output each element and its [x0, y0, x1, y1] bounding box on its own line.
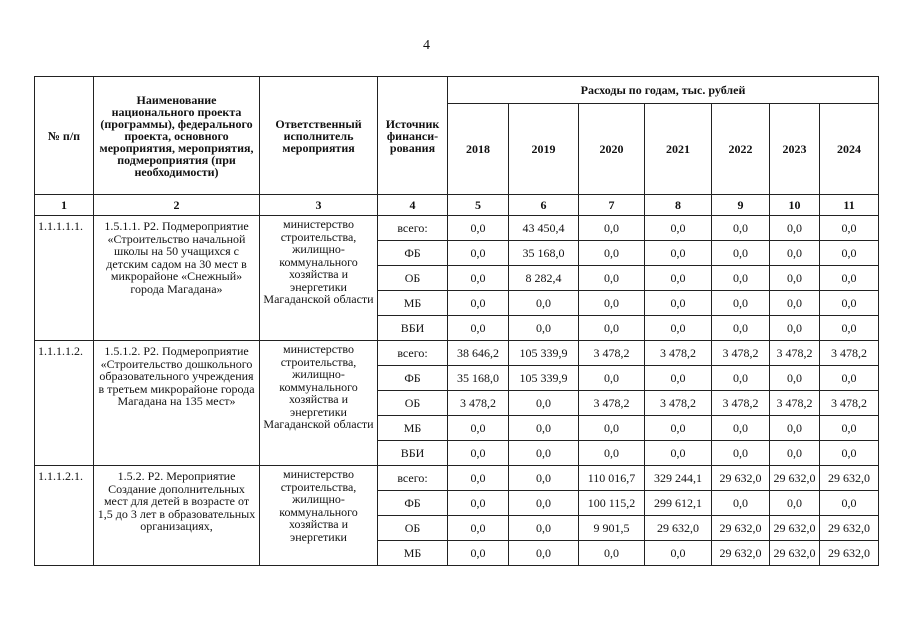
funding-source: всего:: [378, 216, 448, 241]
expense-value: 0,0: [448, 216, 509, 241]
expense-value: 0,0: [712, 266, 770, 291]
expense-value: 29 632,0: [770, 466, 820, 491]
expense-value: 9 901,5: [579, 516, 645, 541]
column-number: 2: [94, 195, 260, 216]
expense-value: 0,0: [448, 416, 509, 441]
header-source: Источник финанси-рования: [378, 77, 448, 195]
item-name: 1.5.1.1. Р2. Подмероприятие «Строительство начальной школы на 50 учащихся с детским садом на 30 мест в микрорайоне «Снежный» города Магадана»: [94, 216, 260, 341]
expense-value: 35 168,0: [509, 241, 579, 266]
expense-value: 0,0: [645, 416, 712, 441]
expense-value: 0,0: [820, 266, 879, 291]
expense-value: 0,0: [712, 441, 770, 466]
expense-value: 0,0: [448, 316, 509, 341]
funding-source: всего:: [378, 466, 448, 491]
column-number: 6: [509, 195, 579, 216]
item-executor: министерство строительства, жилищно-коммунального хозяйства и энергетики: [260, 466, 378, 566]
expense-value: 0,0: [579, 291, 645, 316]
expense-value: 0,0: [770, 266, 820, 291]
expense-value: 3 478,2: [645, 341, 712, 366]
column-number: 9: [712, 195, 770, 216]
expense-value: 0,0: [448, 441, 509, 466]
expense-value: 29 632,0: [770, 516, 820, 541]
expense-value: 110 016,7: [579, 466, 645, 491]
expense-value: 0,0: [579, 541, 645, 566]
table-row: [35, 466, 879, 491]
expense-value: 0,0: [645, 266, 712, 291]
funding-source: МБ: [378, 416, 448, 441]
header-year: 2020: [579, 104, 645, 195]
header-year: 2019: [509, 104, 579, 195]
expense-value: 0,0: [579, 441, 645, 466]
expense-value: 0,0: [770, 291, 820, 316]
header-name: Наименование национального проекта (программы), федерального проекта, основного мероприятия, мероприятия, подмероприятия (при необходимости): [94, 77, 260, 195]
expense-value: 0,0: [712, 241, 770, 266]
expense-value: 29 632,0: [770, 541, 820, 566]
funding-source: ОБ: [378, 516, 448, 541]
expense-value: 0,0: [448, 491, 509, 516]
expense-value: 3 478,2: [712, 391, 770, 416]
expense-value: 0,0: [448, 541, 509, 566]
expense-value: 43 450,4: [509, 216, 579, 241]
header-year: 2022: [712, 104, 770, 195]
expense-value: 105 339,9: [509, 341, 579, 366]
header-executor: Ответственный исполнитель мероприятия: [260, 77, 378, 195]
expense-value: 0,0: [579, 366, 645, 391]
item-name: 1.5.2. Р2. Мероприятие Создание дополнительных мест для детей в возрасте от 1,5 до 3 лет в образовательных организациях,: [94, 466, 260, 566]
expense-value: 0,0: [448, 291, 509, 316]
expense-value: 0,0: [645, 366, 712, 391]
expense-value: 0,0: [645, 241, 712, 266]
expense-value: 0,0: [509, 316, 579, 341]
header-year: 2018: [448, 104, 509, 195]
expense-value: 0,0: [820, 316, 879, 341]
expense-value: 0,0: [509, 516, 579, 541]
expense-value: 0,0: [448, 241, 509, 266]
expense-value: 29 632,0: [712, 466, 770, 491]
expense-value: 38 646,2: [448, 341, 509, 366]
column-number: 11: [820, 195, 879, 216]
table-row: [35, 216, 879, 241]
expense-value: 0,0: [770, 366, 820, 391]
funding-source: ВБИ: [378, 316, 448, 341]
expense-value: 0,0: [645, 316, 712, 341]
funding-source: всего:: [378, 341, 448, 366]
expense-value: 3 478,2: [770, 341, 820, 366]
item-executor: министерство строительства, жилищно-коммунального хозяйства и энергетики Магаданской области: [260, 216, 378, 341]
expense-value: 3 478,2: [770, 391, 820, 416]
expense-value: 0,0: [770, 441, 820, 466]
expense-value: 0,0: [820, 416, 879, 441]
expense-value: 0,0: [770, 316, 820, 341]
funding-source: МБ: [378, 541, 448, 566]
expense-value: 0,0: [645, 216, 712, 241]
expense-value: 0,0: [645, 541, 712, 566]
expense-value: 0,0: [820, 241, 879, 266]
expense-value: 0,0: [509, 541, 579, 566]
expense-value: 29 632,0: [712, 516, 770, 541]
expense-value: 29 632,0: [712, 541, 770, 566]
expense-value: 0,0: [820, 291, 879, 316]
expense-value: 0,0: [770, 491, 820, 516]
expense-value: 0,0: [712, 416, 770, 441]
funding-source: ВБИ: [378, 441, 448, 466]
expense-value: 0,0: [712, 366, 770, 391]
expense-value: 100 115,2: [579, 491, 645, 516]
column-number: 7: [579, 195, 645, 216]
expense-value: 0,0: [712, 316, 770, 341]
expense-value: 0,0: [579, 266, 645, 291]
expense-value: 0,0: [820, 366, 879, 391]
funding-source: МБ: [378, 291, 448, 316]
expense-value: 3 478,2: [448, 391, 509, 416]
column-number: 10: [770, 195, 820, 216]
expense-value: 3 478,2: [820, 341, 879, 366]
column-number: 1: [35, 195, 94, 216]
header-year: 2023: [770, 104, 820, 195]
expense-value: 0,0: [712, 491, 770, 516]
expense-value: 0,0: [645, 291, 712, 316]
expense-value: 0,0: [448, 266, 509, 291]
expense-value: 0,0: [579, 416, 645, 441]
expense-value: 29 632,0: [820, 466, 879, 491]
expense-value: 0,0: [820, 491, 879, 516]
header-year: 2021: [645, 104, 712, 195]
expense-value: 0,0: [509, 491, 579, 516]
expense-value: 29 632,0: [645, 516, 712, 541]
column-number: 4: [378, 195, 448, 216]
expense-value: 3 478,2: [820, 391, 879, 416]
funding-source: ФБ: [378, 366, 448, 391]
expense-value: 0,0: [712, 216, 770, 241]
funding-source: ФБ: [378, 241, 448, 266]
expense-value: 0,0: [509, 391, 579, 416]
expense-value: 0,0: [509, 416, 579, 441]
header-year: 2024: [820, 104, 879, 195]
expense-value: 329 244,1: [645, 466, 712, 491]
expense-value: 0,0: [579, 241, 645, 266]
item-number: 1.1.1.2.1.: [35, 466, 94, 566]
funding-source: ФБ: [378, 491, 448, 516]
expense-value: 0,0: [770, 241, 820, 266]
expense-value: 0,0: [509, 466, 579, 491]
expense-value: 0,0: [820, 216, 879, 241]
expense-value: 35 168,0: [448, 366, 509, 391]
expense-value: 3 478,2: [579, 341, 645, 366]
expense-value: 0,0: [448, 516, 509, 541]
item-name: 1.5.1.2. Р2. Подмероприятие «Строительство дошкольного образовательного учреждения в третьем микрорайоне города Магадана на 135 мест»: [94, 341, 260, 466]
expense-value: 105 339,9: [509, 366, 579, 391]
item-number: 1.1.1.1.1.: [35, 216, 94, 341]
header-number: № п/п: [35, 77, 94, 195]
expense-value: 0,0: [579, 216, 645, 241]
header-expenses: Расходы по годам, тыс. рублей: [448, 77, 879, 104]
page-number: 4: [423, 38, 430, 53]
expense-value: 8 282,4: [509, 266, 579, 291]
expense-value: 0,0: [509, 291, 579, 316]
item-executor: министерство строительства, жилищно-коммунального хозяйства и энергетики Магаданской области: [260, 341, 378, 466]
expense-value: 3 478,2: [579, 391, 645, 416]
item-number: 1.1.1.1.2.: [35, 341, 94, 466]
expense-value: 0,0: [448, 466, 509, 491]
expense-value: 0,0: [820, 441, 879, 466]
column-number-row: [35, 195, 879, 216]
expense-value: 29 632,0: [820, 516, 879, 541]
table-row: [35, 341, 879, 366]
column-number: 3: [260, 195, 378, 216]
column-number: 8: [645, 195, 712, 216]
expense-value: 299 612,1: [645, 491, 712, 516]
expense-value: 0,0: [509, 441, 579, 466]
expense-value: 0,0: [770, 216, 820, 241]
expense-value: 29 632,0: [820, 541, 879, 566]
expense-value: 0,0: [579, 316, 645, 341]
expense-value: 3 478,2: [645, 391, 712, 416]
column-number: 5: [448, 195, 509, 216]
funding-source: ОБ: [378, 266, 448, 291]
expense-value: 0,0: [770, 416, 820, 441]
expense-value: 0,0: [712, 291, 770, 316]
funding-source: ОБ: [378, 391, 448, 416]
expense-value: 3 478,2: [712, 341, 770, 366]
expense-value: 0,0: [645, 441, 712, 466]
budget-table: [34, 76, 879, 566]
